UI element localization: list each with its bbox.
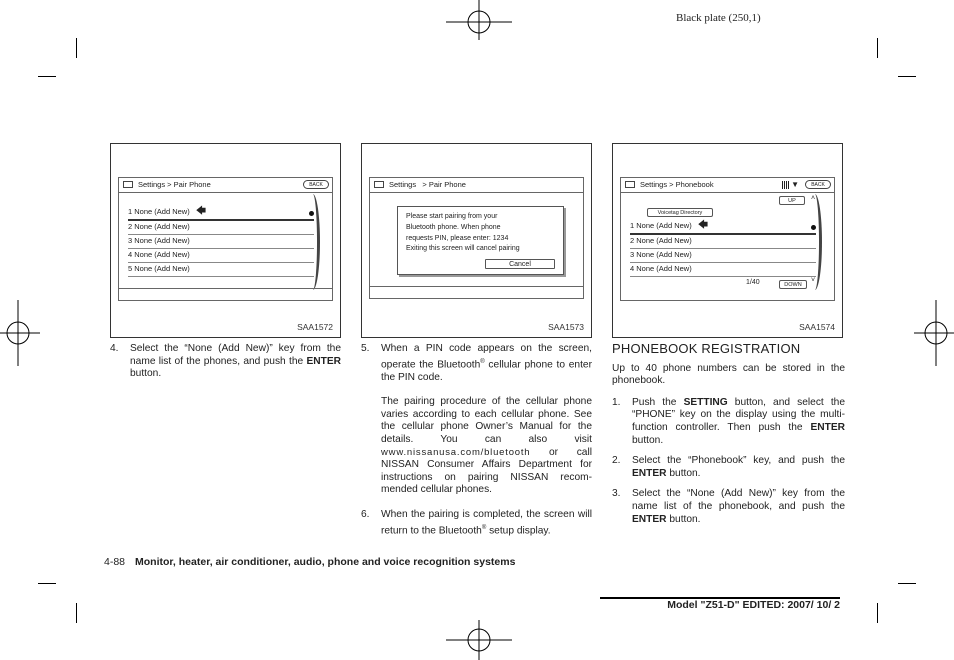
screen-title-bar [370,178,583,193]
figure-code: SAA1574 [799,322,835,332]
crop-mark [38,583,56,584]
crop-mark [877,38,878,58]
crop-mark [898,76,916,77]
voicetag-directory-button[interactable]: Voicetag Directory [647,208,713,217]
figure-pin-dialog [361,143,592,338]
list-item[interactable]: 2 None (Add New) [128,220,314,235]
scroll-position-dot [309,211,314,216]
pairing-note: The pairing procedure of the cellular phone varies according to each cellular phone. See the cellular phone Owner’s Manual for the details. You can also visit www.nissanusa.com/bluetooth or call NISSAN Consumer Affairs Department for instructions on pairing NISSAN recom-mended cellular phones. [381,396,592,496]
column-3-text [612,343,845,526]
screen-title: Settings > Pair Phone [138,180,211,189]
registration-mark-bottom [446,618,512,660]
step-1: 1. Push the SETTING button, and select the “PHONE” key on the display using the multi-function controller. Then push the ENTER button. [612,396,845,446]
dialog-message: Please start pairing from your Bluetooth phone. When phone requests PIN, please enter: 1234 Exiting this screen will cancel pairing [406,213,520,253]
figure-pair-phone [110,143,341,338]
registration-mark-top [446,0,512,46]
plate-label: Black plate (250,1) [676,12,761,24]
signal-icon: ▼ [791,180,799,189]
list-item[interactable]: 5 None (Add New) [128,262,314,277]
registration-mark-left [0,300,42,366]
cancel-button[interactable]: Cancel [485,259,555,269]
screen-footer [119,288,332,300]
step-4: 4. Select the “None (Add New)” key from the name list of the phones, and push the ENTER button. [110,343,341,380]
screen-title-bar [621,178,834,193]
screen-footer [370,286,583,298]
bluetooth-url: www.nissanusa.com/bluetooth [381,446,531,458]
step-6: 6. When the pairing is completed, the screen will return to the Bluetooth® setup display. [361,508,592,536]
settings-icon [123,181,133,188]
column-2-text [361,343,592,538]
list-item[interactable]: 3 None (Add New) [128,234,314,249]
list-item[interactable]: 1 None (Add New) 🡄 [630,219,816,235]
crop-mark [898,583,916,584]
screen [369,177,584,299]
screen-title: Settings > Phonebook [640,180,714,189]
scroll-arc[interactable] [308,194,320,290]
scroll-arc[interactable] [810,194,822,290]
model-edited-label: Model "Z51-D" EDITED: 2007/ 10/ 2 [667,599,840,611]
intro-paragraph: Up to 40 phone numbers can be stored in the phonebook. [612,362,845,387]
screen-title: Settings > Pair Phone [389,180,466,189]
crop-mark [877,603,878,623]
list-item[interactable]: 4 None (Add New) [128,248,314,263]
list-item[interactable]: 2 None (Add New) [630,234,816,249]
crop-mark [38,76,56,77]
back-button[interactable]: BACK [805,180,831,189]
figure-code: SAA1573 [548,322,584,332]
step-2: 2. Select the “Phonebook” key, and push the ENTER button. [612,455,845,479]
left-arrow-icon: 🡄 [697,220,709,232]
column-1-text [110,343,341,381]
screen-title-bar [119,178,332,193]
crop-mark [76,603,77,623]
page-counter: 1/40 [746,279,760,286]
screen [118,177,333,301]
page-footer [104,556,515,568]
figure-code: SAA1572 [297,322,333,332]
chapter-title: Monitor, heater, air conditioner, audio, phone and voice recognition systems [135,556,516,568]
step-3: 3. Select the “None (Add New)” key from the name list of the phonebook, and push the ENTER button. [612,488,845,525]
page-number: 4-88 [104,556,126,568]
settings-icon [625,181,635,188]
settings-icon [374,181,384,188]
chevron-up-icon: ˄ [811,195,816,202]
screen [620,177,835,301]
left-arrow-icon: 🡄 [195,206,207,218]
pin-dialog [397,206,564,275]
registration-mark-right [912,300,954,366]
scroll-position-dot [811,225,816,230]
down-button[interactable]: DOWN [779,280,807,289]
section-heading: PHONEBOOK REGISTRATION [612,341,801,356]
step-5: 5. When a PIN code appears on the screen, operate the Bluetooth® cellular phone to enter the PIN code. [361,343,592,383]
figure-phonebook [612,143,843,338]
list-item[interactable]: 3 None (Add New) [630,248,816,263]
back-button[interactable]: BACK [303,180,329,189]
chevron-down-icon: ˅ [811,277,816,284]
battery-icon [782,181,790,189]
list-item[interactable]: 4 None (Add New) [630,262,816,277]
list-item[interactable]: 1 None (Add New) 🡄 [128,205,314,221]
crop-mark [76,38,77,58]
up-button[interactable]: UP [779,196,805,205]
